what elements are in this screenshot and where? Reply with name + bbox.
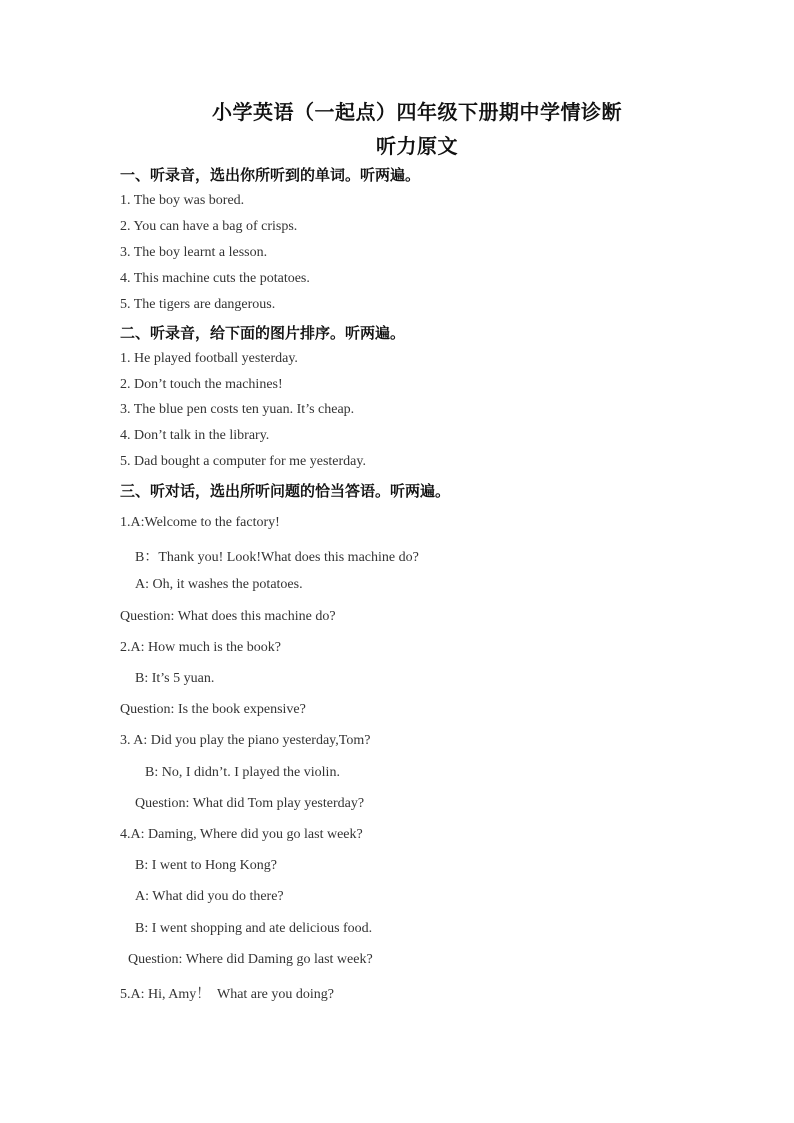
section-1-line-4: 4. This machine cuts the potatoes. bbox=[120, 271, 310, 286]
dialogue-1-question: Question: What does this machine do? bbox=[120, 609, 336, 624]
section-2-line-3: 3. The blue pen costs ten yuan. It’s cheap. bbox=[120, 402, 355, 417]
section-1-line-1: 1. The boy was bored. bbox=[120, 193, 245, 208]
dialogue-4-line-4: B: I went shopping and ate delicious food. bbox=[135, 921, 373, 936]
dialogue-1-line-1: 1.A:Welcome to the factory! bbox=[120, 515, 280, 530]
section-1-heading: 一、听录音，选出你所听到的单词。听两遍。 bbox=[120, 166, 421, 184]
section-2-heading: 二、听录音，给下面的图片排序。听两遍。 bbox=[120, 324, 406, 342]
section-2-line-4: 4. Don’t talk in the library. bbox=[120, 428, 270, 443]
dialogue-2-line-1: 2.A: How much is the book? bbox=[120, 640, 281, 655]
dialogue-1-line-2: B：Thank you! Look!What does this machine do? bbox=[135, 550, 419, 565]
section-2-line-2: 2. Don’t touch the machines! bbox=[120, 377, 283, 392]
dialogue-1-line-3: A: Oh, it washes the potatoes. bbox=[135, 577, 303, 592]
dialogue-3-line-1: 3. A: Did you play the piano yesterday,Tom? bbox=[120, 733, 371, 748]
dialogue-2-question: Question: Is the book expensive? bbox=[120, 702, 306, 717]
dialogue-4-line-3: A: What did you do there? bbox=[135, 889, 284, 904]
section-2-line-5: 5. Dad bought a computer for me yesterday. bbox=[120, 454, 366, 469]
dialogue-5-line-1: 5.A: Hi, Amy！ What are you doing? bbox=[120, 987, 334, 1002]
document-title: 小学英语（一起点）四年级下册期中学情诊断 bbox=[212, 100, 622, 124]
section-1-line-3: 3. The boy learnt a lesson. bbox=[120, 245, 268, 260]
document-subtitle: 听力原文 bbox=[376, 134, 458, 158]
dialogue-4-line-1: 4.A: Daming, Where did you go last week? bbox=[120, 827, 363, 842]
section-3-heading: 三、听对话，选出所听问题的恰当答语。听两遍。 bbox=[120, 482, 451, 500]
dialogue-4-line-2: B: I went to Hong Kong? bbox=[135, 858, 277, 873]
dialogue-4-question: Question: Where did Daming go last week? bbox=[128, 952, 373, 967]
dialogue-2-line-2: B: It’s 5 yuan. bbox=[135, 671, 215, 686]
dialogue-3-question: Question: What did Tom play yesterday? bbox=[135, 796, 365, 811]
section-1-line-5: 5. The tigers are dangerous. bbox=[120, 297, 276, 312]
section-2-line-1: 1. He played football yesterday. bbox=[120, 351, 298, 366]
dialogue-3-line-2: B: No, I didn’t. I played the violin. bbox=[145, 765, 340, 780]
section-1-line-2: 2. You can have a bag of crisps. bbox=[120, 219, 298, 234]
